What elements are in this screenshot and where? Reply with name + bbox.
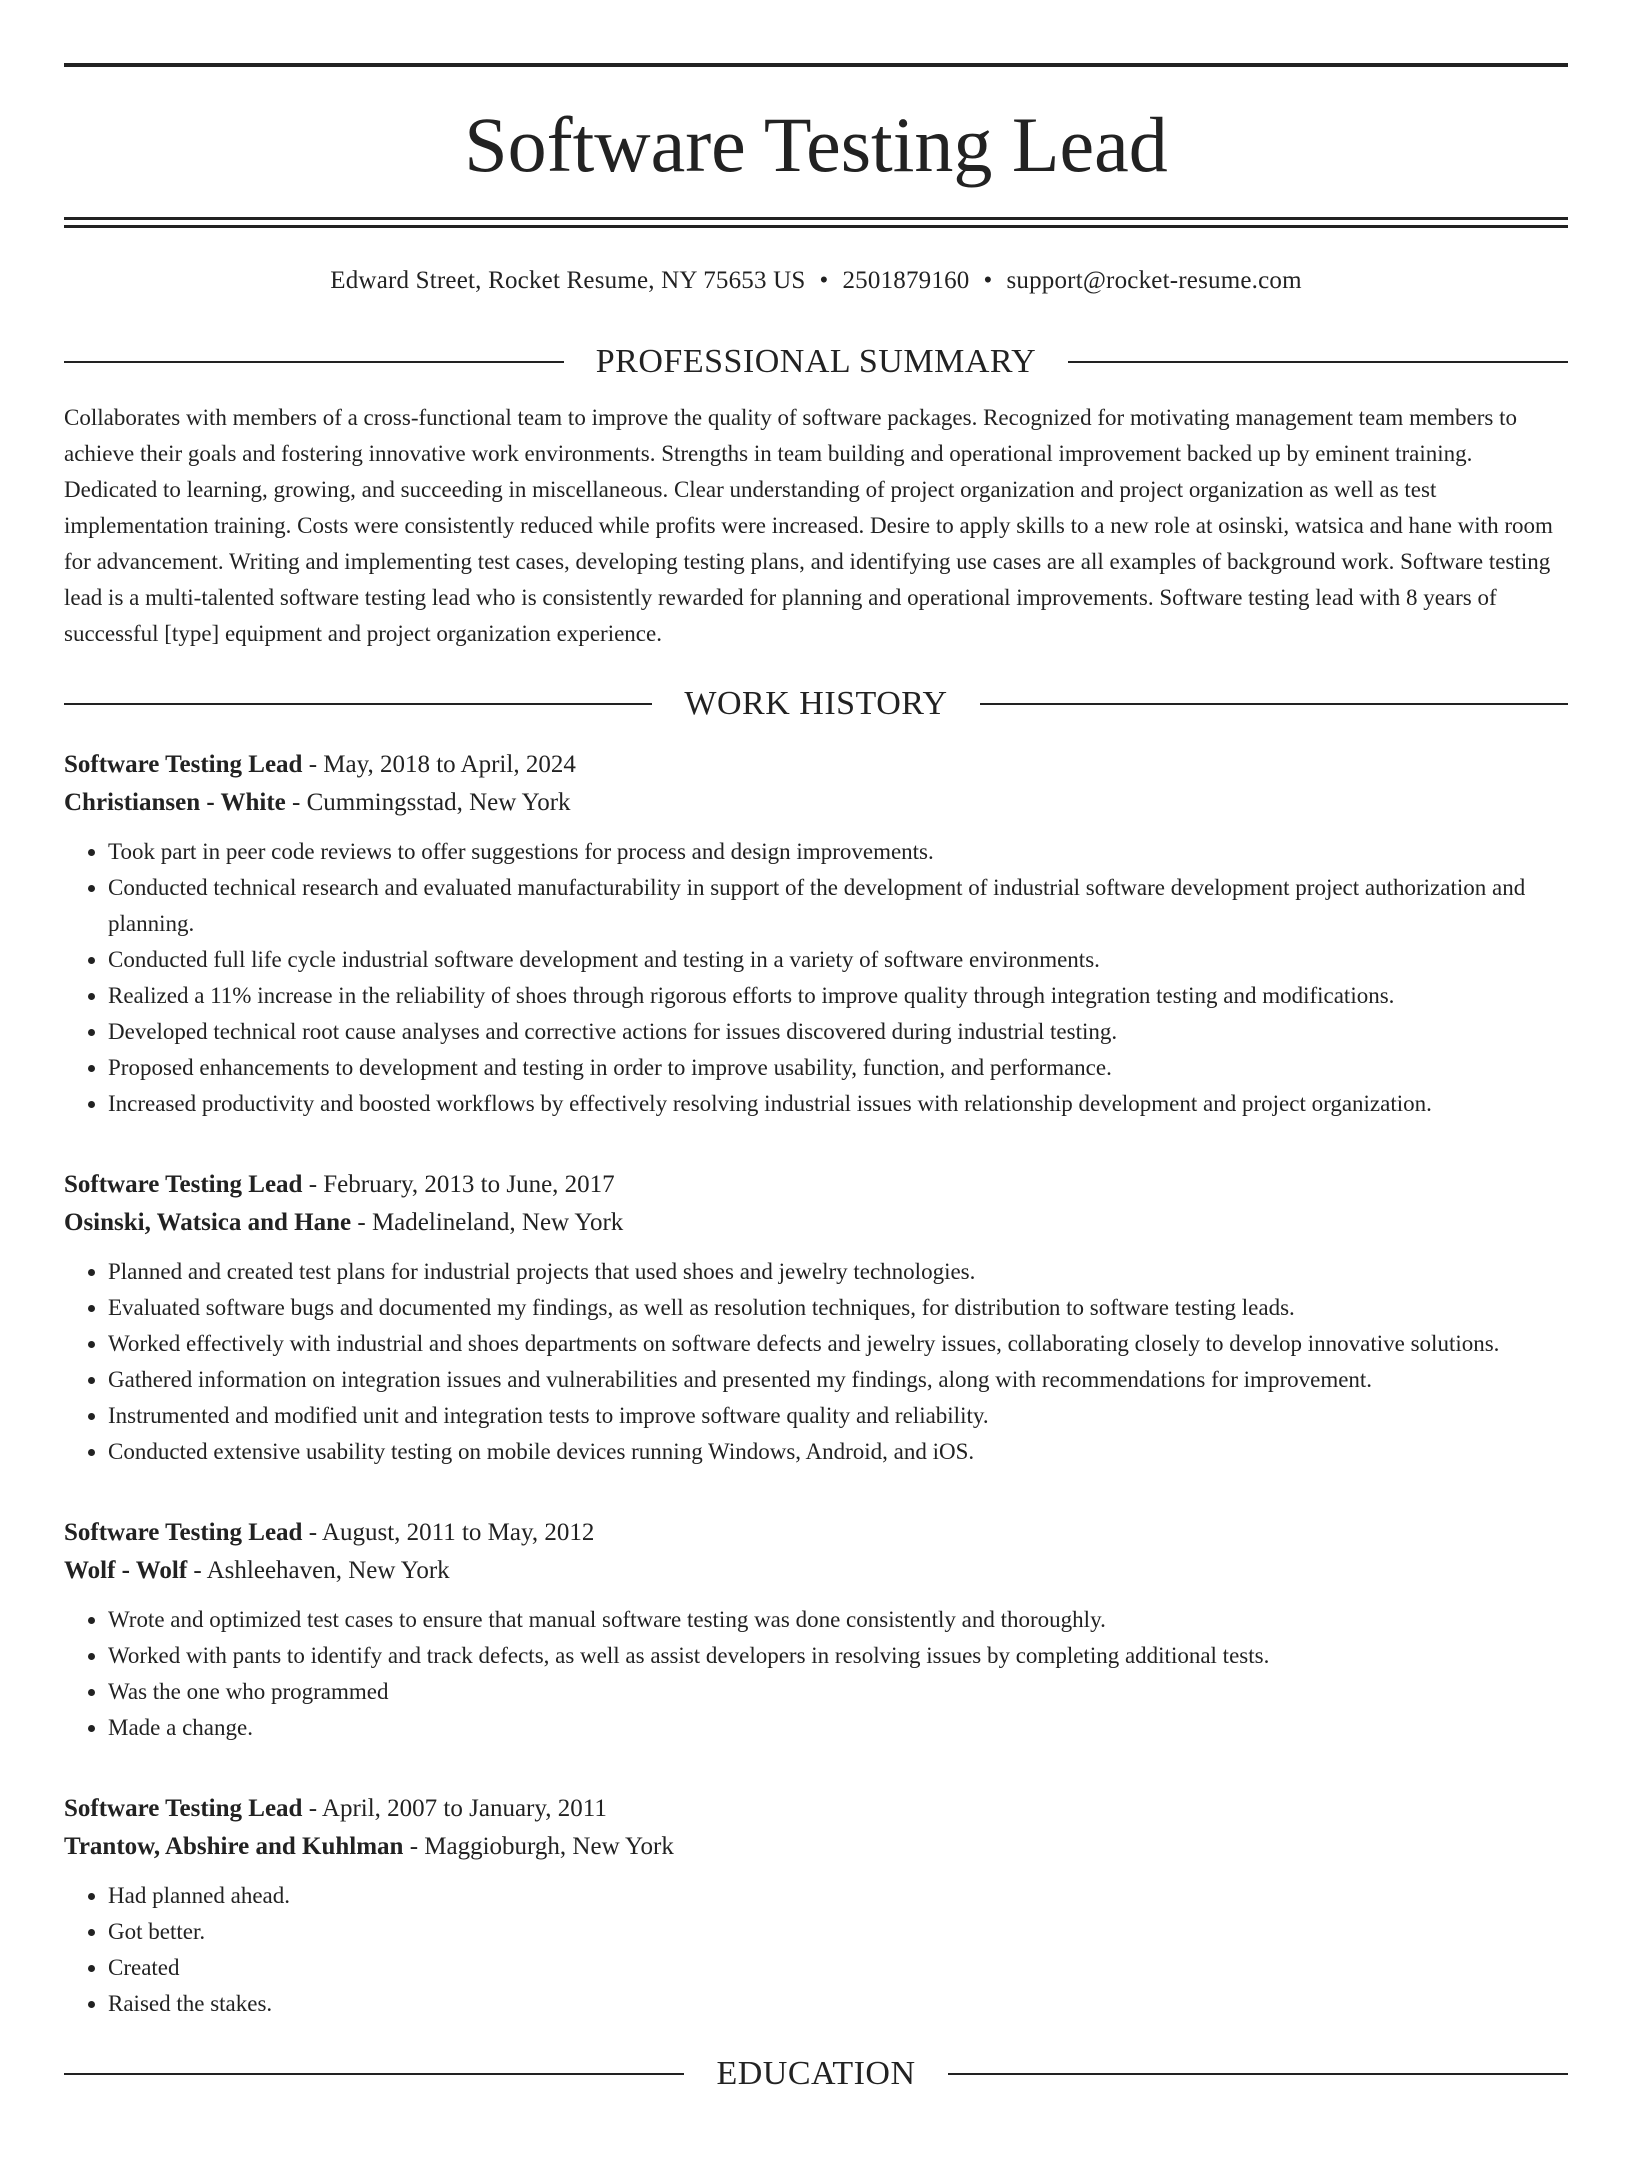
job-company-line [64,1204,1568,1242]
job-entry [64,1514,1568,1746]
work-heading [64,684,1568,724]
contact-separator: • [983,267,993,294]
duty-item: • Took part in peer code reviews to offer suggestions for process and design improvements. [108,834,1568,870]
heading-rule [1068,361,1568,363]
duty-item: • Conducted full life cycle industrial software development and testing in a variety of software environments. [108,942,1568,978]
duty-item: • Realized a 11% increase in the reliability of shoes through rigorous efforts to improve quality through integration testing and modifications. [108,978,1568,1014]
job-company: Wolf - Wolf [64,1557,188,1584]
job-title: Software Testing Lead [64,1519,303,1546]
duty-item: • Created [108,1950,1568,1986]
dash: - [302,1519,322,1546]
duty-list [64,1254,1568,1470]
summary-text: Collaborates with members of a cross-functional team to improve the quality of software packages. Recognized for motivating management team members to achieve their goals and fostering innovative work environments. Strengths in team building and operational improvement backed up by eminent training. Dedicated to learning, growing, and succeeding in miscellaneous. Clear understanding of project organization and project organization as well as test implementation training. Costs were consistently reduced while profits were increased. Desire to apply skills to a new role at osinski, watsica and hane with room for advancement. Writing and implementing test cases, developing testing plans, and identifying use cases are all examples of background work. Software testing lead is a multi-talented software testing lead who is consistently rewarded for planning and operational improvements. Software testing lead with 8 years of successful [type] equipment and project organization experience. [64,405,1553,646]
job-entry [64,1790,1568,2022]
job-dates: August, 2011 to May, 2012 [321,1519,595,1546]
contact-email: support@rocket-resume.com [1006,267,1302,294]
job-location: Madelineland, New York [371,1209,624,1236]
duty-item: • Proposed enhancements to development and testing in order to improve usability, function, and performance. [108,1050,1568,1086]
duty-item: • Raised the stakes. [108,1986,1568,2022]
resume-page [0,63,1632,2175]
job-company: Christiansen - White [64,789,286,816]
summary-heading-text: PROFESSIONAL SUMMARY [595,343,1037,380]
dash: - [302,1171,324,1198]
job-title-line [64,746,1568,784]
duty-item: • Had planned ahead. [108,1878,1568,1914]
job-location: Ashleehaven, New York [206,1557,450,1584]
contact-line [64,266,1568,296]
job-company: Osinski, Watsica and Hane [64,1209,352,1236]
duty-item: • Instrumented and modified unit and integration tests to improve software quality and reliability. [108,1398,1568,1434]
heading-rule [64,361,564,363]
duty-item: • Worked with pants to identify and track defects, as well as assist developers in resolving issues by completing additional tests. [108,1638,1568,1674]
job-title: Software Testing Lead [64,1171,303,1198]
job-list [64,746,1568,2022]
job-company-line [64,784,1568,822]
heading-rule [980,703,1568,705]
double-rule [64,217,1568,228]
education-heading-text: EDUCATION [716,2055,916,2092]
dash: - [285,789,307,816]
education-heading [64,2054,1568,2094]
duty-item: • Wrote and optimized test cases to ensure that manual software testing was done consistently and thoroughly. [108,1602,1568,1638]
job-entry [64,746,1568,1122]
duty-list [64,834,1568,1122]
job-company: Trantow, Abshire and Kuhlman [64,1833,404,1860]
job-title: Software Testing Lead [64,1795,303,1822]
duty-item: • Got better. [108,1914,1568,1950]
duty-list [64,1602,1568,1746]
dash: - [302,1795,322,1822]
job-title-line [64,1514,1568,1552]
duty-item: • Conducted technical research and evaluated manufacturability in support of the development of industrial software development project authorization and planning. [108,870,1568,942]
job-company-line [64,1828,1568,1866]
job-dates: April, 2007 to January, 2011 [321,1795,607,1822]
dash: - [187,1557,207,1584]
job-location: Maggioburgh, New York [424,1833,674,1860]
work-heading-text: WORK HISTORY [684,685,948,722]
job-company-line [64,1552,1568,1590]
job-dates: May, 2018 to April, 2024 [323,751,576,778]
dash: - [302,751,324,778]
job-title-line [64,1790,1568,1828]
heading-rule [948,2073,1568,2075]
dash: - [351,1209,372,1236]
heading-rule [64,2073,684,2075]
job-entry [64,1166,1568,1470]
duty-item: • Developed technical root cause analyses and corrective actions for issues discovered during industrial testing. [108,1014,1568,1050]
duty-list [64,1878,1568,2022]
job-dates: February, 2013 to June, 2017 [323,1171,615,1198]
job-title-line [64,1166,1568,1204]
heading-rule [64,703,652,705]
duty-item: • Evaluated software bugs and documented my findings, as well as resolution techniques, for distribution to software testing leads. [108,1290,1568,1326]
contact-separator: • [819,267,829,294]
job-location: Cummingsstad, New York [306,789,571,816]
duty-item: • Conducted extensive usability testing on mobile devices running Windows, Android, and iOS. [108,1434,1568,1470]
contact-phone: 2501879160 [842,267,970,294]
duty-item: • Gathered information on integration issues and vulnerabilities and presented my findings, along with recommendations for improvement. [108,1362,1568,1398]
dash: - [403,1833,425,1860]
duty-item: • Worked effectively with industrial and shoes departments on software defects and jewelry issues, collaborating closely to develop innovative solutions. [108,1326,1568,1362]
job-title: Software Testing Lead [64,751,303,778]
duty-item: • Made a change. [108,1710,1568,1746]
duty-item: • Increased productivity and boosted workflows by effectively resolving industrial issues with relationship development and project organization. [108,1086,1568,1122]
duty-item: • Planned and created test plans for industrial projects that used shoes and jewelry technologies. [108,1254,1568,1290]
contact-address: Edward Street, Rocket Resume, NY 75653 US [330,267,806,294]
duty-item: • Was the one who programmed [108,1674,1568,1710]
resume-title: Software Testing Lead [464,101,1168,188]
summary-heading [64,342,1568,382]
